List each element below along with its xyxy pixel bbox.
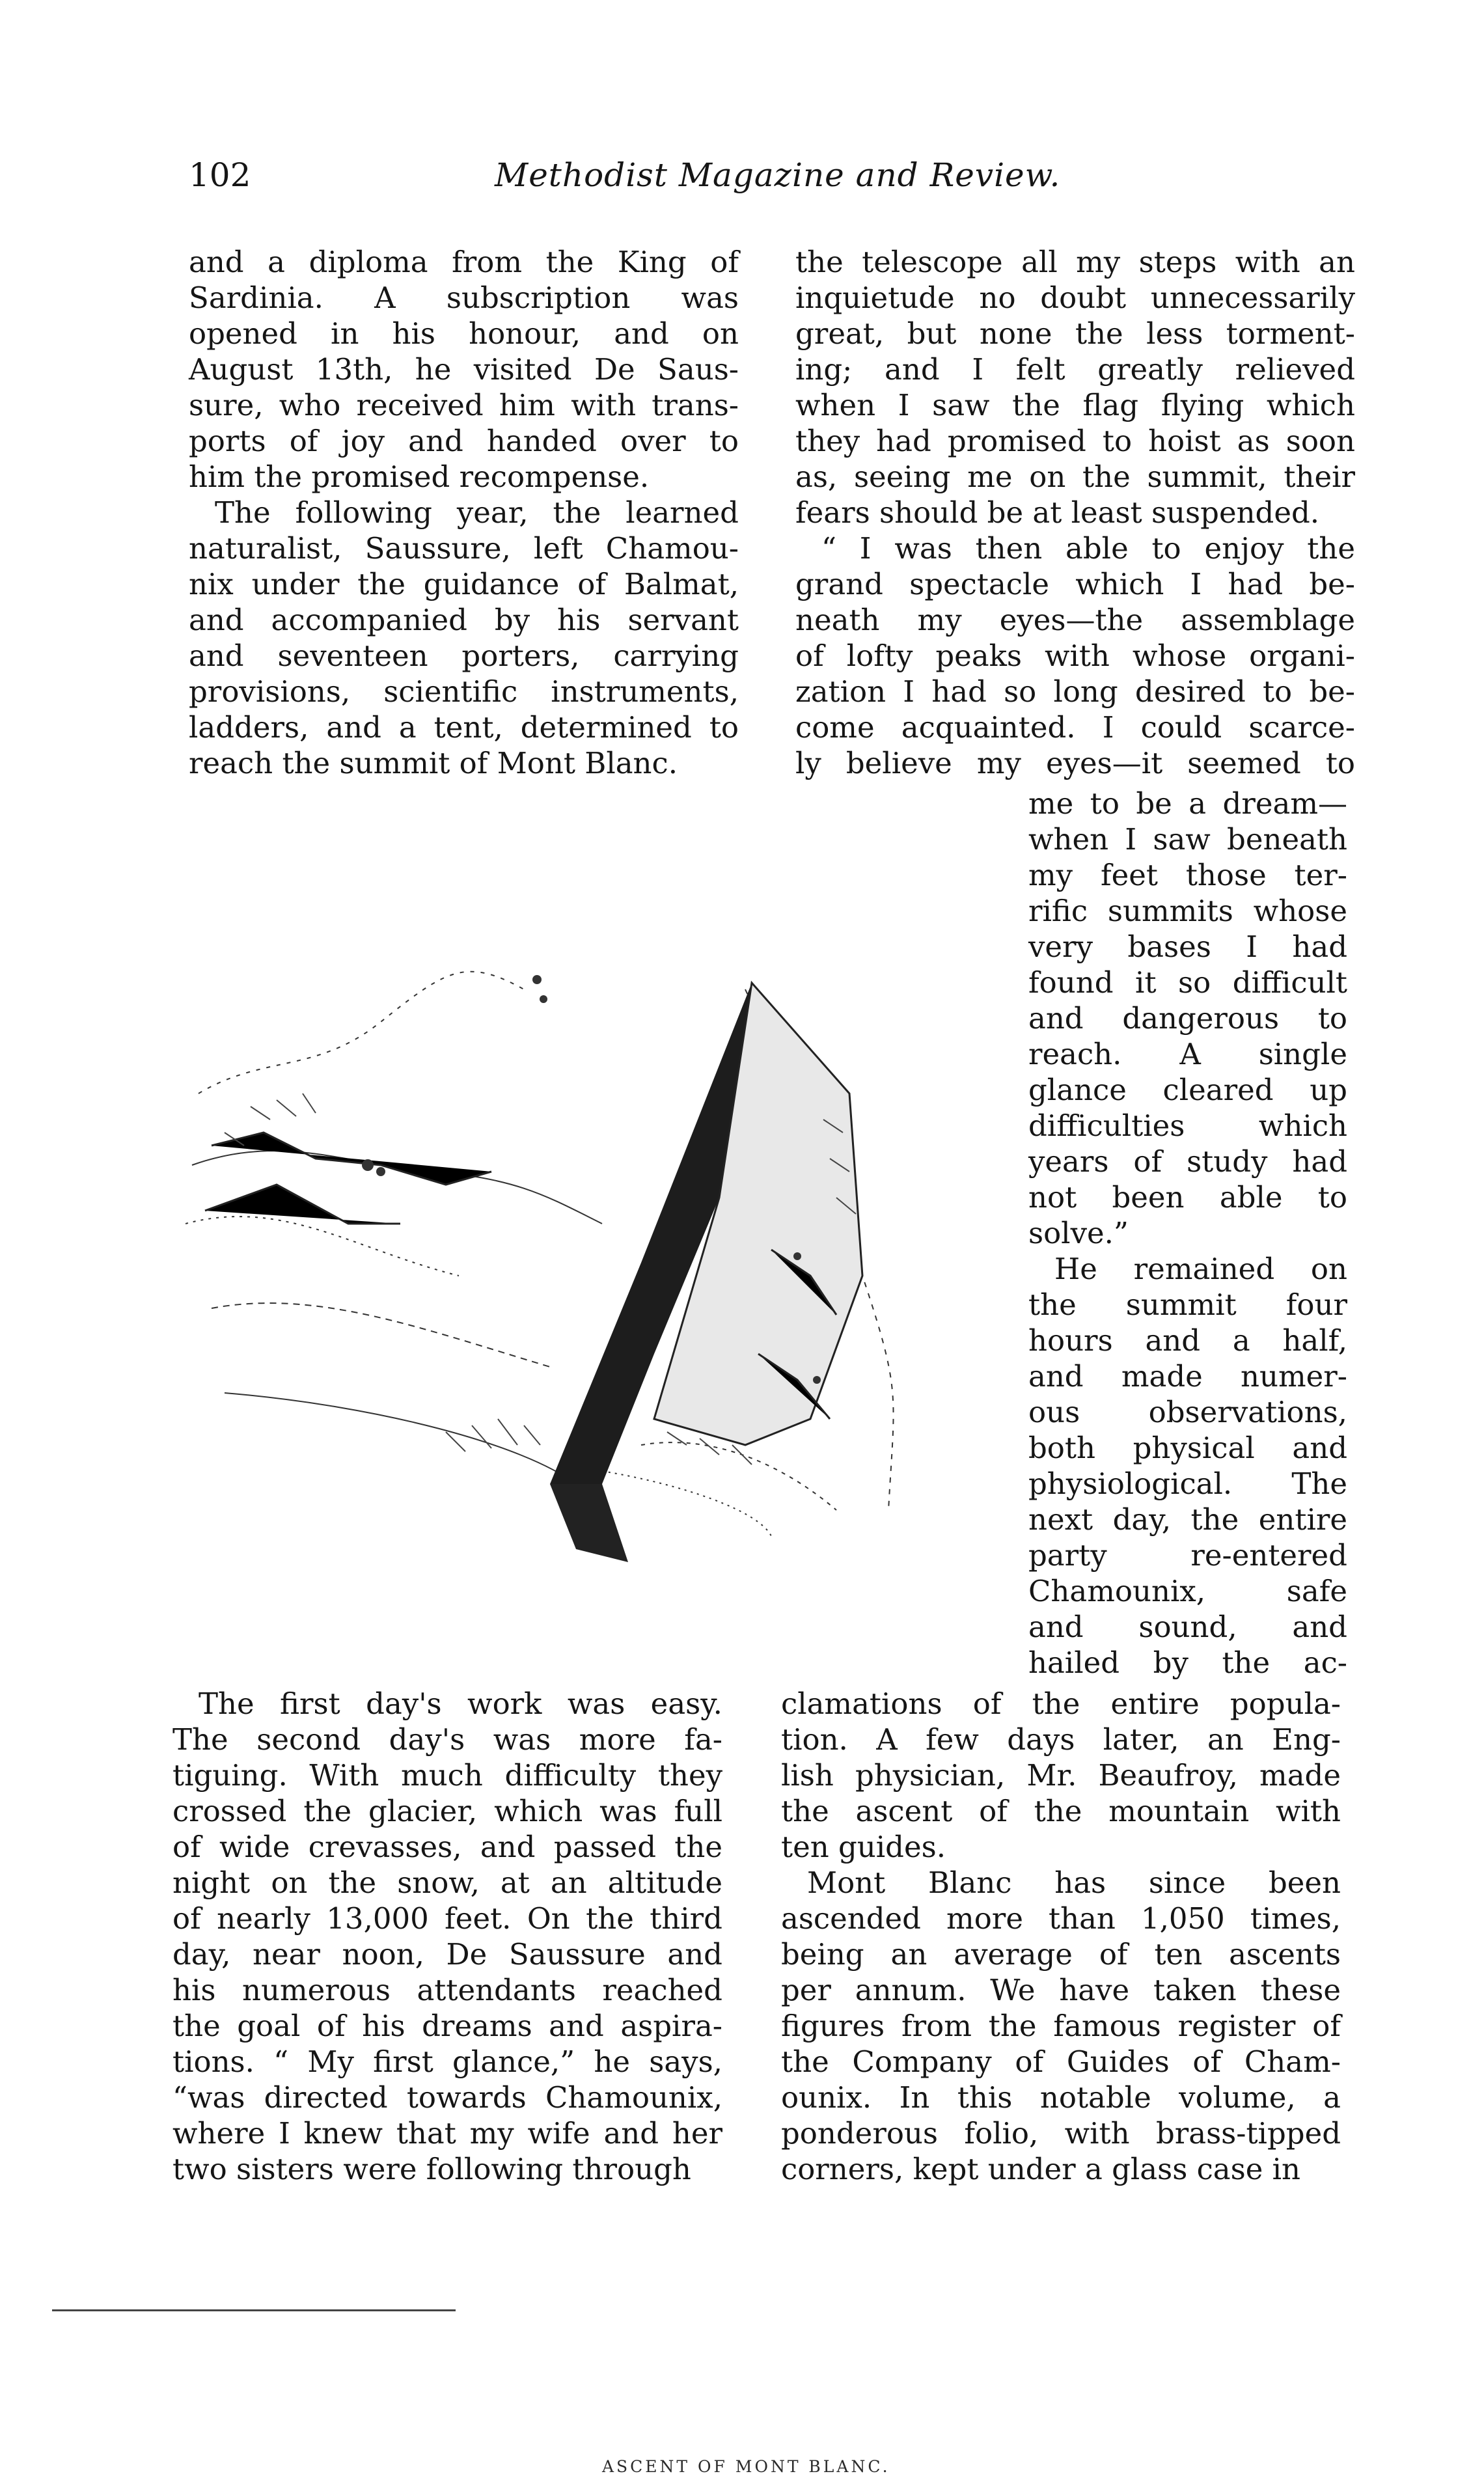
text-line: party re-entered xyxy=(1028,1538,1347,1573)
text-line: of nearly 13,000 feet. On the third xyxy=(172,1901,722,1936)
text-line: clamations of the entire popula- xyxy=(781,1686,1341,1721)
text-line: his numerous attendants reached xyxy=(172,1973,722,2007)
text-line: ly believe my eyes—it seemed to xyxy=(795,746,1355,780)
text-line: ounix. In this notable volume, a xyxy=(781,2080,1341,2115)
text-line: nix under the guidance of Balmat, xyxy=(189,567,739,601)
text-line: figures from the famous register of xyxy=(781,2009,1341,2043)
text-line: the telescope all my steps with an xyxy=(795,245,1355,279)
text-line: ladders, and a tent, determined to xyxy=(189,710,739,745)
text-line: when I saw beneath xyxy=(1028,822,1347,857)
text-line: ponderous folio, with brass-tipped xyxy=(781,2116,1341,2151)
text-line: ous observations, xyxy=(1028,1395,1347,1429)
text-line: Mont Blanc has since been xyxy=(807,1865,1341,1900)
text-line: Sardinia. A subscription was xyxy=(189,281,739,315)
text-line: ten guides. xyxy=(781,1830,946,1864)
text-line: hailed by the ac- xyxy=(1028,1645,1347,1680)
text-line: where I knew that my wife and her xyxy=(172,2116,722,2151)
text-line: ports of joy and handed over to xyxy=(189,424,739,458)
text-line: naturalist, Saussure, left Chamou- xyxy=(189,531,739,566)
text-line: reach. A single xyxy=(1028,1037,1347,1071)
text-line: as, seeing me on the summit, their xyxy=(795,460,1355,494)
text-line: and dangerous to xyxy=(1028,1001,1347,1036)
text-line: “ I was then able to enjoy the xyxy=(821,531,1355,566)
text-line: tion. A few days later, an Eng- xyxy=(781,1722,1341,1757)
text-line: He remained on xyxy=(1054,1252,1347,1286)
text-line: glance cleared up xyxy=(1028,1073,1347,1107)
text-line: ing; and I felt greatly relieved xyxy=(795,352,1355,387)
text-line: great, but none the less torment- xyxy=(795,316,1355,351)
text-line: lish physician, Mr. Beaufroy, made xyxy=(781,1758,1341,1793)
text-line: August 13th, he visited De Saus- xyxy=(189,352,739,387)
text-line: solve.” xyxy=(1028,1216,1129,1250)
text-line: Chamounix, safe xyxy=(1028,1574,1347,1608)
text-line: found it so difficult xyxy=(1028,965,1347,1000)
text-line: being an average of ten ascents xyxy=(781,1937,1341,1972)
text-line: difficulties which xyxy=(1028,1108,1347,1143)
text-line: The second day's was more fa- xyxy=(172,1722,722,1757)
text-line: rific summits whose xyxy=(1028,894,1347,928)
page-number: 102 xyxy=(189,156,251,194)
text-line: come acquainted. I could scarce- xyxy=(795,710,1355,745)
text-line: of wide crevasses, and passed the xyxy=(172,1830,722,1864)
text-line: sure, who received him with trans- xyxy=(189,388,739,422)
text-line: they had promised to hoist as soon xyxy=(795,424,1355,458)
running-title: Methodist Magazine and Review. xyxy=(495,156,1061,194)
text-line: inquietude no doubt unnecessarily xyxy=(795,281,1355,315)
text-line: and accompanied by his servant xyxy=(189,603,739,637)
text-line: both physical and xyxy=(1028,1431,1347,1465)
text-line: next day, the entire xyxy=(1028,1502,1347,1537)
text-line: not been able to xyxy=(1028,1180,1347,1215)
text-line: and a diploma from the King of xyxy=(189,245,739,279)
mountain-engraving xyxy=(186,859,993,1588)
footer-rule xyxy=(52,2309,456,2311)
text-line: him the promised recompense. xyxy=(189,460,650,494)
text-line: night on the snow, at an altitude xyxy=(172,1865,722,1900)
text-line: the Company of Guides of Cham- xyxy=(781,2044,1341,2079)
text-line: my feet those ter- xyxy=(1028,858,1347,892)
text-line: of lofty peaks with whose organi- xyxy=(795,639,1355,673)
text-line: corners, kept under a glass case in xyxy=(781,2152,1301,2186)
text-line: the summit four xyxy=(1028,1287,1347,1322)
text-line: hours and a half, xyxy=(1028,1323,1347,1358)
text-line: The following year, the learned xyxy=(215,495,739,530)
text-line: years of study had xyxy=(1028,1144,1347,1179)
text-line: reach the summit of Mont Blanc. xyxy=(189,746,678,780)
text-line: and made numer- xyxy=(1028,1359,1347,1394)
text-line: the ascent of the mountain with xyxy=(781,1794,1341,1828)
text-line: when I saw the flag flying which xyxy=(795,388,1355,422)
text-line: physiological. The xyxy=(1028,1466,1347,1501)
text-line: provisions, scientific instruments, xyxy=(189,674,739,709)
text-line: me to be a dream— xyxy=(1028,786,1347,821)
text-line: very bases I had xyxy=(1028,929,1347,964)
text-line: two sisters were following through xyxy=(172,2152,691,2186)
text-line: opened in his honour, and on xyxy=(189,316,739,351)
text-line: day, near noon, De Saussure and xyxy=(172,1937,722,1972)
text-line: crossed the glacier, which was full xyxy=(172,1794,722,1828)
text-line: “was directed towards Chamounix, xyxy=(172,2080,722,2115)
text-line: The first day's work was easy. xyxy=(199,1686,722,1721)
page-header xyxy=(189,156,1061,208)
text-line: zation I had so long desired to be- xyxy=(795,674,1355,709)
text-line: fears should be at least suspended. xyxy=(795,495,1320,530)
text-line: and seventeen porters, carrying xyxy=(189,639,739,673)
text-line: ascended more than 1,050 times, xyxy=(781,1901,1341,1936)
text-line: per annum. We have taken these xyxy=(781,1973,1341,2007)
text-line: tions. “ My first glance,” he says, xyxy=(172,2044,722,2079)
text-line: tiguing. With much difficulty they xyxy=(172,1758,722,1793)
text-line: grand spectacle which I had be- xyxy=(795,567,1355,601)
figure-caption: ASCENT OF MONT BLANC. xyxy=(602,2457,890,2476)
text-line: neath my eyes—the assemblage xyxy=(795,603,1355,637)
text-line: the goal of his dreams and aspira- xyxy=(172,2009,722,2043)
text-line: and sound, and xyxy=(1028,1610,1347,1644)
